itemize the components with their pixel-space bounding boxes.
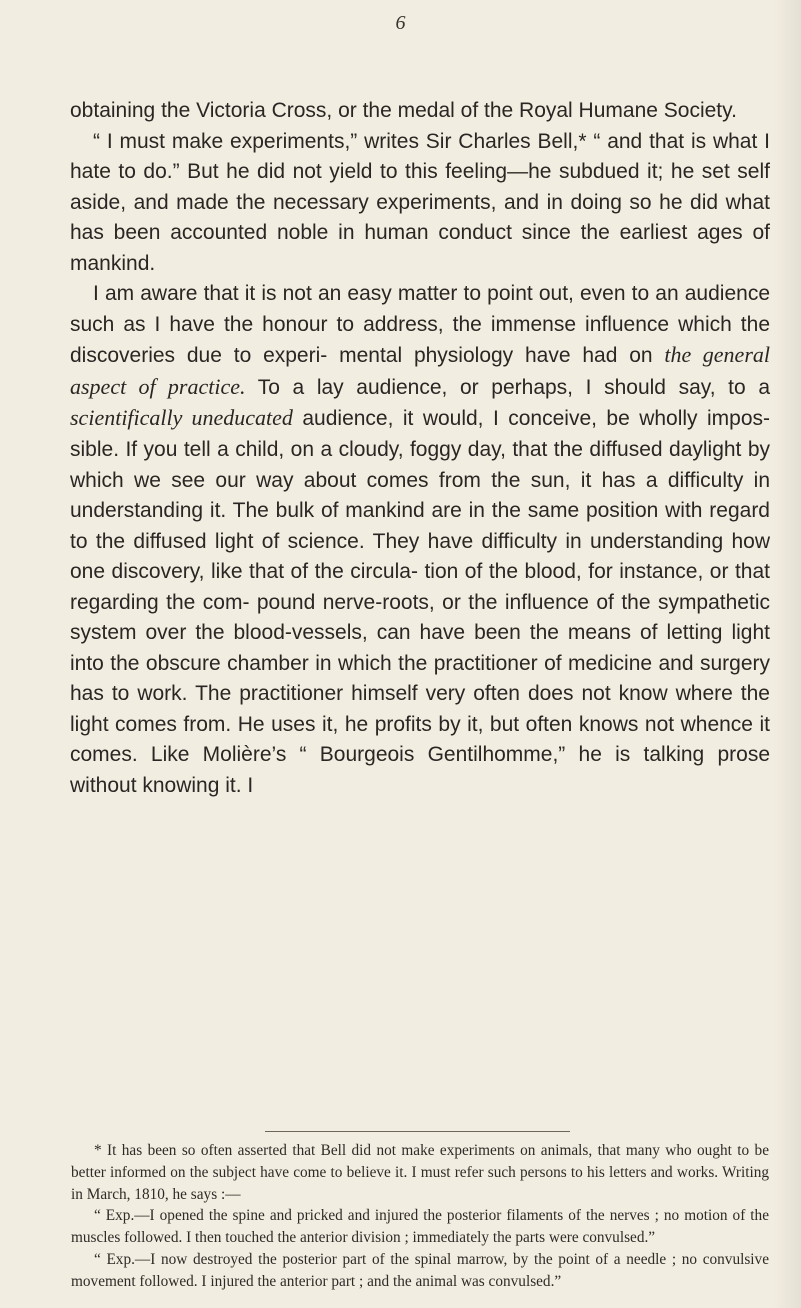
page-edge-shadow (773, 0, 801, 1308)
paragraph-2: “ I must make experiments,” writes Sir Charles Bell,* “ and that is what I hate to do.” But he did not yield to this feeling—he subdued it; he set self aside, and made the necessary experiments, and in doing so he did what has been accounted noble in human conduct since the earliest ages of mankind. (70, 129, 770, 275)
footnote-divider (265, 1131, 570, 1132)
footnote-paragraph-3: “ Exp.—I now destroyed the posterior part of the spinal marrow, by the point of a needle ; no convulsive movement followed. I injured the anterior part ; and the animal was convulsed.” (71, 1250, 769, 1290)
main-text (70, 96, 770, 802)
paragraph-3-text-a: I am aware that it is not an easy matter to point out, even to an audience such as I have the honour to address, the immense influence which the discoveries due to experi- mental physiology have had on (70, 282, 770, 368)
paragraph-3 (70, 279, 770, 801)
page-number: 6 (395, 12, 406, 34)
paragraph-3-text-b: To a lay audience, or perhaps, I should say, to a (245, 375, 770, 399)
footnote-paragraph-2: “ Exp.—I opened the spine and pricked and injured the posterior filaments of the nerves ; no motion of the muscles followed. I then touched the anterior division ; immediately the parts were convulsed.” (71, 1207, 769, 1247)
footnote (71, 1140, 769, 1293)
italic-phrase-general-aspect: the general aspect of practice. (70, 342, 770, 399)
footnote-paragraph-1: * It has been so often asserted that Bell did not make experiments on animals, that many who ought to be better informed on the subject have come to believe it. I must refer such persons to his letters and works. Writing in March, 1810, he says :— (71, 1142, 769, 1203)
paragraph-3-text-c: audience, it would, I conceive, be wholly impos- sible. If you tell a child, on a cloudy, foggy day, that the diffused daylight by which we see our way about comes from the sun, it has a difficulty in understanding it. The bulk of mankind are in the same position with regard to the diffused light of science. They have difficulty in understanding how one discovery, like that of the circula- tion of the blood, for instance, or that regarding the com- pound nerve-roots, or the influence of the sympathetic system over the blood-vessels, can have been the means of letting light into the obscure chamber in which the practitioner of medicine and surgery has to work. The practitioner himself very often does not know where the light comes from. He uses it, he profits by it, but often knows not whence it comes. Like Molière’s “ Bourgeois Gentilhomme,” he is talking prose without knowing it. I (70, 407, 770, 798)
paragraph-1: obtaining the Victoria Cross, or the medal of the Royal Humane Society. (70, 99, 737, 122)
italic-phrase-scientifically-uneducated: scientifically uneducated (70, 405, 293, 431)
